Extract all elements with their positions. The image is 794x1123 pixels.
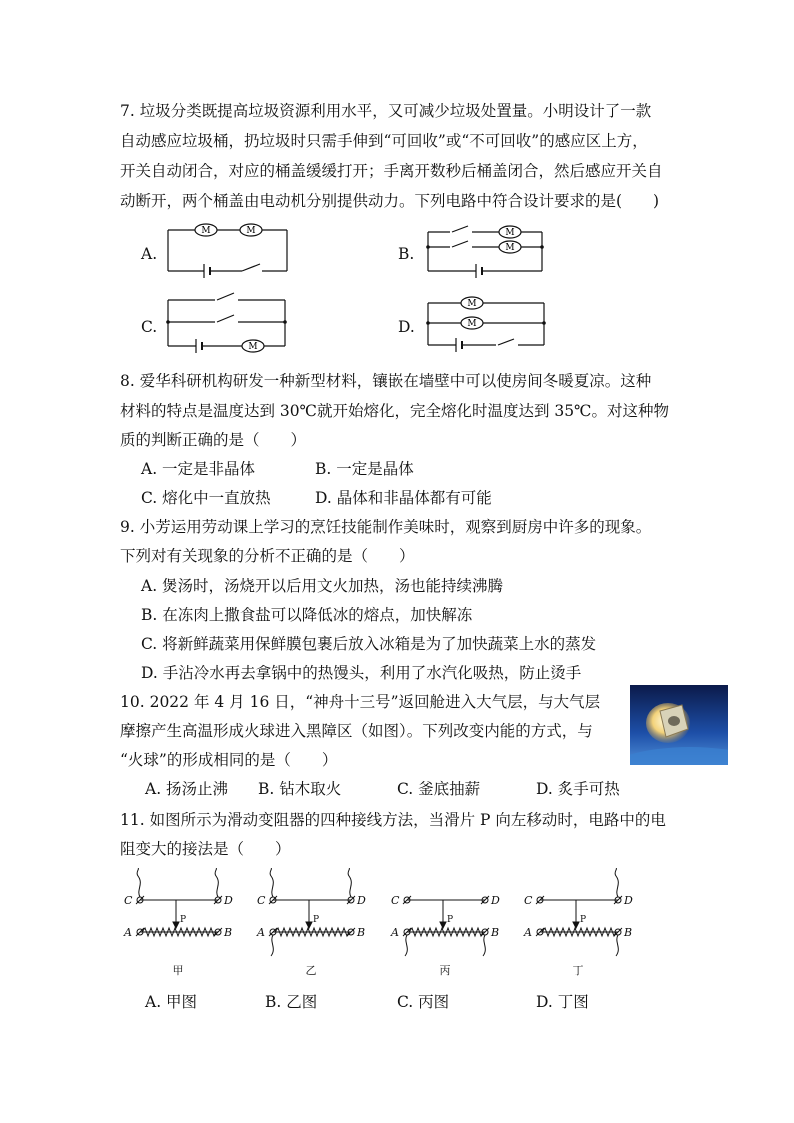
label-p-bing: P xyxy=(447,915,454,925)
q8-line-3: 质的判断正确的是（ ） xyxy=(120,431,307,449)
label-a-bing: A xyxy=(391,926,399,939)
label-p-jia: P xyxy=(180,915,187,925)
q8-line-2: 材料的特点是温度达到 30℃就开始熔化，完全熔化时温度达到 35℃。对这种物 xyxy=(120,402,669,420)
q11-option-d: D. 丁图 xyxy=(536,993,589,1011)
label-b-jia: B xyxy=(224,926,233,939)
q8-line-1: 8. 爱华科研机构研发一种新型材料，镶嵌在墙壁中可以使房间冬暖夏凉。这种 xyxy=(120,372,652,390)
label-c-bing: C xyxy=(391,894,400,907)
diagram-label-jia: 甲 xyxy=(172,964,184,977)
q8-option-c: C. 熔化中一直放热 xyxy=(141,489,271,507)
motor-d2-label: M xyxy=(467,319,477,329)
q7-line-2: 自动感应垃圾桶，扔垃圾时只需手伸到“可回收”或“不可回收”的感应区上方， xyxy=(120,132,648,150)
q11-line-1: 11. 如图所示为滑动变阻器的四种接线方法，当滑片 P 向左移动时，电路中的电 xyxy=(120,811,666,829)
label-c-jia: C xyxy=(124,894,133,907)
motor-c-label: M xyxy=(248,342,258,352)
q11-option-a: A. 甲图 xyxy=(145,993,198,1011)
q8-option-a: A. 一定是非晶体 xyxy=(141,460,256,478)
rheostat-ding xyxy=(536,868,622,956)
q9-option-c: C. 将新鲜蔬菜用保鲜膜包裹后放入冰箱是为了加快蔬菜上水的蒸发 xyxy=(141,635,597,653)
rheostat-yi xyxy=(269,868,355,956)
q7-line-1: 7. 垃圾分类既提高垃圾资源利用水平，又可减少垃圾处置量。小明设计了一款 xyxy=(120,102,652,120)
rheostat-bing xyxy=(403,896,489,956)
label-d-yi: D xyxy=(357,894,366,907)
q7-option-a-label: A. xyxy=(141,245,158,263)
q10-option-c: C. 釜底抽薪 xyxy=(397,780,481,798)
motor-a1-label: M xyxy=(201,226,211,236)
q9-line-1: 9. 小芳运用劳动课上学习的烹饪技能制作美味时，观察到厨房中许多的现象。 xyxy=(120,518,652,536)
q8-option-b: B. 一定是晶体 xyxy=(315,460,414,478)
label-c-ding: C xyxy=(524,894,533,907)
q7-line-4: 动断开，两个桶盖由电动机分别提供动力。下列电路中符合设计要求的是( ) xyxy=(120,192,660,210)
q7-option-c-label: C. xyxy=(141,318,158,336)
diagram-label-ding: 丁 xyxy=(572,964,584,977)
return-capsule-image xyxy=(630,685,728,765)
q10-option-a: A. 扬汤止沸 xyxy=(145,780,229,798)
rheostat-jia xyxy=(136,868,222,936)
rheostat-diagrams xyxy=(118,868,638,980)
q10-line-3: “火球”的形成相同的是（ ） xyxy=(120,751,338,769)
label-c-yi: C xyxy=(257,894,266,907)
q11-option-b: B. 乙图 xyxy=(265,993,318,1011)
q7-option-b-label: B. xyxy=(398,245,415,263)
q7-option-d-label: D. xyxy=(398,318,415,336)
circuit-b-diagram xyxy=(420,218,550,278)
q9-option-b: B. 在冻肉上撒食盐可以降低冰的熔点，加快解冻 xyxy=(141,606,473,624)
q7-line-3: 开关自动闭合，对应的桶盖缓缓打开；手离开数秒后桶盖闭合，然后感应开关自 xyxy=(120,162,663,180)
label-p-yi: P xyxy=(313,915,320,925)
diagram-label-yi: 乙 xyxy=(305,964,317,977)
q11-line-2: 阻变大的接法是（ ） xyxy=(120,840,291,858)
label-d-bing: D xyxy=(491,894,500,907)
motor-b1-label: M xyxy=(505,228,515,238)
q9-option-a: A. 煲汤时，汤烧开以后用文火加热，汤也能持续沸腾 xyxy=(141,577,504,595)
q10-line-1: 10. 2022 年 4 月 16 日，“神舟十三号”返回舱进入大气层，与大气层 xyxy=(120,693,601,711)
label-a-ding: A xyxy=(524,926,532,939)
label-b-bing: B xyxy=(491,926,500,939)
label-a-yi: A xyxy=(257,926,265,939)
label-a-jia: A xyxy=(124,926,132,939)
q10-option-b: B. 钻木取火 xyxy=(258,780,342,798)
diagram-label-bing: 丙 xyxy=(439,964,451,977)
motor-b2-label: M xyxy=(505,243,515,253)
label-b-ding: B xyxy=(624,926,633,939)
label-d-jia: D xyxy=(224,894,233,907)
circuit-a-diagram xyxy=(160,222,290,278)
q10-option-d: D. 炙手可热 xyxy=(536,780,620,798)
q9-line-2: 下列对有关现象的分析不正确的是（ ） xyxy=(120,547,415,565)
motor-d1-label: M xyxy=(467,299,477,309)
circuit-c-diagram xyxy=(160,290,292,354)
q11-option-c: C. 丙图 xyxy=(397,993,450,1011)
label-p-ding: P xyxy=(580,915,587,925)
q9-option-d: D. 手沾冷水再去拿锅中的热馒头，利用了水汽化吸热，防止烫手 xyxy=(141,664,582,682)
q10-line-2: 摩擦产生高温形成火球进入黑障区（如图）。下列改变内能的方式，与 xyxy=(120,722,593,740)
q8-option-d: D. 晶体和非晶体都有可能 xyxy=(315,489,492,507)
label-d-ding: D xyxy=(624,894,633,907)
circuit-d-diagram xyxy=(420,293,550,355)
motor-a2-label: M xyxy=(246,226,256,236)
label-b-yi: B xyxy=(357,926,366,939)
